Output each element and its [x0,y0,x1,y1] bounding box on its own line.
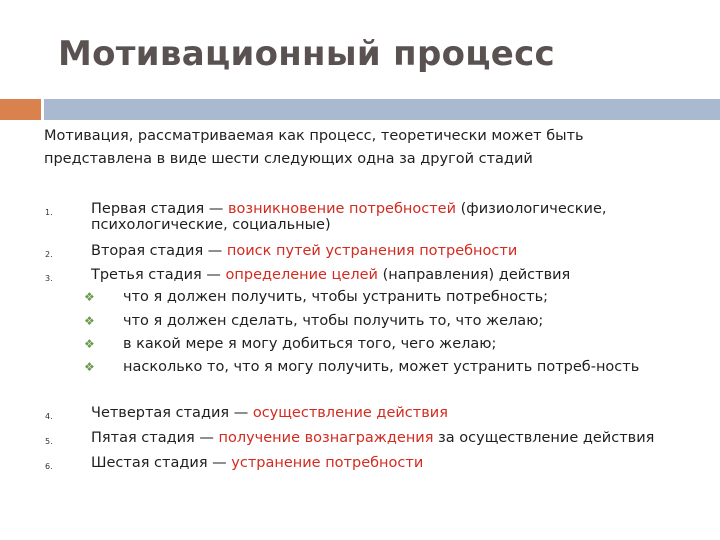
stage-text [91,430,691,446]
stage-number: 6. [45,462,53,471]
header-accent-bar [0,99,41,120]
stage-prefix: Вторая стадия — [91,243,227,259]
bullet-text: в какой мере я могу добиться того, чего желаю; [123,336,497,352]
stage-highlight: устранение потребности [231,455,424,471]
slide-title: Мотивационный процесс [58,34,556,74]
bullet-text: насколько то, что я могу получить, может устранить потреб-ность [123,359,640,375]
stage-prefix: Пятая стадия — [91,430,219,446]
stage-highlight: определение целей [225,267,378,283]
bullet-text: что я должен сделать, чтобы получить то, что желаю; [123,313,544,329]
stage-text [91,455,691,471]
stage-highlight: получение вознаграждения [218,430,434,446]
bullet-text: что я должен получить, чтобы устранить потребность; [123,289,549,305]
stage-text [91,405,691,421]
stage-number: 5. [45,437,53,446]
stage-text [91,243,691,259]
stage-prefix: Шестая стадия — [91,455,232,471]
stage-number: 3. [45,274,53,283]
header-divider-bar [44,99,720,120]
stage-suffix: (направления) действия [377,267,571,283]
stage-number: 2. [45,250,53,259]
checkmark-diamond-icon: ❖ [84,290,95,304]
stage-prefix: Первая стадия — [91,201,228,217]
stage-suffix: за осуществление действия [433,430,655,446]
stage-highlight: возникновение потребностей [228,201,457,217]
stage-prefix: Четвертая стадия — [91,405,253,421]
stage-text [91,267,691,283]
stage-suffix: (физиологические, [456,201,607,217]
stage-number: 4. [45,412,53,421]
checkmark-diamond-icon: ❖ [84,360,95,374]
stage-continuation: психологические, социальные) [91,217,331,233]
intro-text: Мотивация, рассматриваемая как процесс, теоретически может быть представлена в виде шести следующих одна за другой стадий [44,128,584,167]
checkmark-diamond-icon: ❖ [84,314,95,328]
stage-text [91,201,691,233]
stage-prefix: Третья стадия — [91,267,226,283]
stage-highlight: поиск путей устранения потребности [226,243,518,259]
checkmark-diamond-icon: ❖ [84,337,95,351]
stage-highlight: осуществление действия [252,405,448,421]
stage-number: 1. [45,208,53,217]
